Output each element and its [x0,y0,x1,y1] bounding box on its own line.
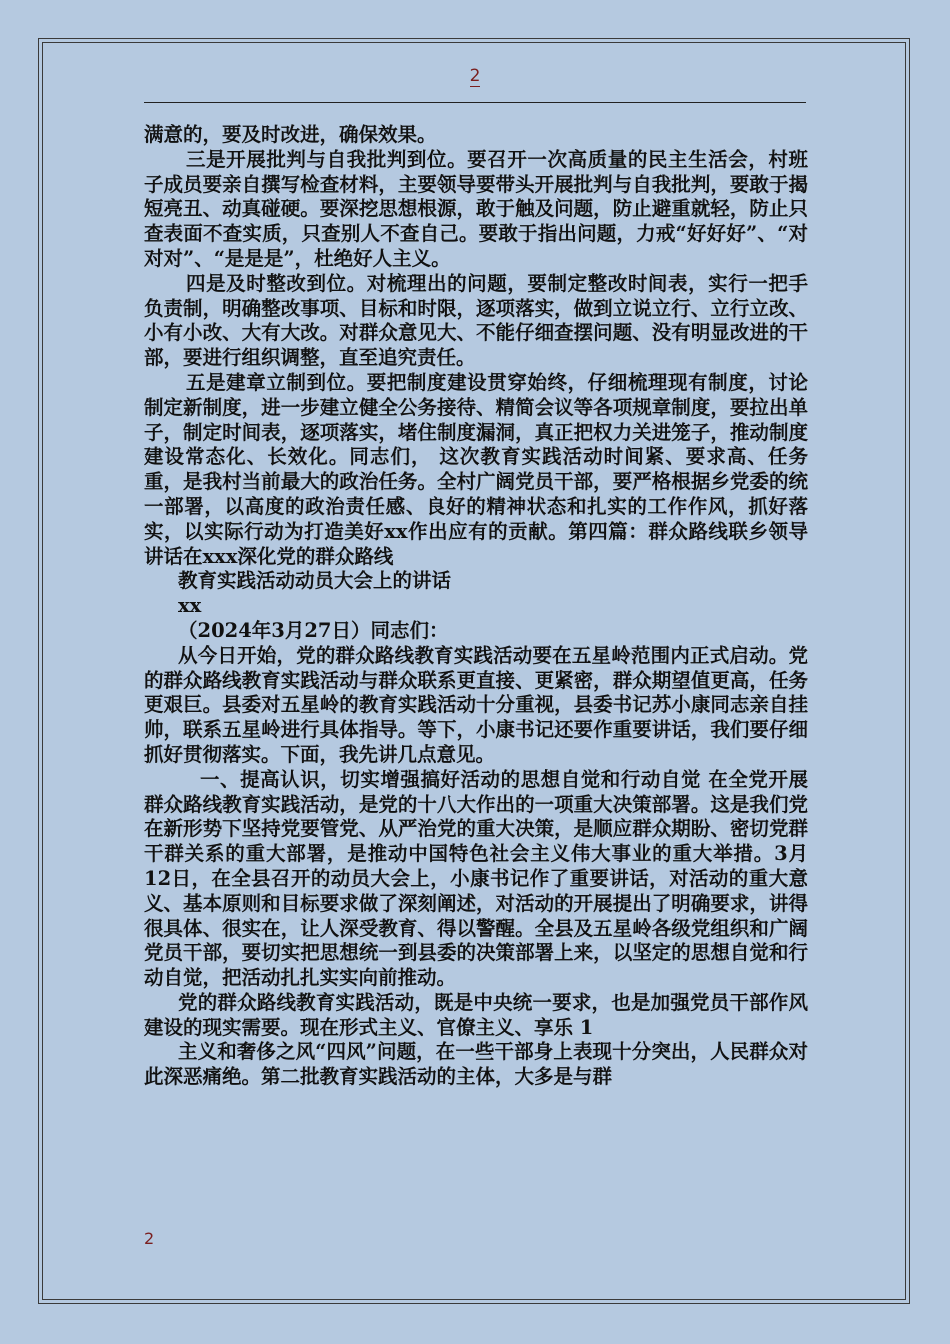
speech-title: 教育实践活动动员大会上的讲话 [178,569,452,593]
paragraph: 从今日开始，党的群众路线教育实践活动要在五星岭范围内正式启动。党的群众路线教育实践活动与群众联系更直接、更紧密，群众期望值更高，任务更艰巨。县委对五星岭的教育实践活动十分重视，县委书记苏小康同志亲自挂帅，联系五星岭进行具体指导。等下，小康书记还要作重要讲话，我们要仔细抓好贯彻落实。下面，我先讲几点意见。 [144,643,808,766]
speech-date: （2024年3月27日）同志们： [178,618,449,642]
paragraph: 三是开展批判与自我批判到位。要召开一次高质量的民主生活会，村班子成员要亲自撰写检查材料，主要领导要带头开展批判与自我批判，要敢于揭短亮丑、动真碰硬。要深挖思想根源，敢于触及问题，防止避重就轻，防止只查表面不查实质，只查别人不查自己。要敢于指出问题，力戒“好好好”、“对对对”、“是是是”，杜绝好人主义。 [144,147,808,270]
paragraph: 满意的，要及时改进，确保效果。 [144,123,437,146]
paragraph: 党的群众路线教育实践活动，既是中央统一要求，也是加强党员干部作风建设的现实需要。现在形式主义、官僚主义、享乐 1 [144,990,808,1039]
paragraph: 四是及时整改到位。对梳理出的问题，要制定整改时间表，实行一把手负责制，明确整改事项、目标和时限，逐项落实，做到立说立行、立行立改、小有小改、大有大改。对群众意见大、不能仔细查摆问题、没有明显改进的干部，要进行组织调整，直至追究责任。 [144,271,808,370]
paragraph: 一、提高认识，切实增强搞好活动的思想自觉和行动自觉 在全党开展群众路线教育实践活动，是党的十八大作出的一项重大决策部署。这是我们党在新形势下坚持党要管党、从严治党的重大决策，是顺应群众期盼、密切党群干群关系的重大部署，是推动中国特色社会主义伟大事业的重大举措。3月12日，在全县召开的动员大会上，小康书记作了重要讲话，对活动的重大意义、基本原则和目标要求做了深刻阐述，对活动的开展提出了明确要求，讲得很具体、很实在，让人深受教育、得以警醒。全县及五星岭各级党组织和广阔党员干部，要切实把思想统一到县委的决策部署上来，以坚定的思想自觉和行动自觉，把活动扎扎实实向前推动。 [144,767,808,990]
footer-page-number: 2 [144,1229,155,1248]
paragraph: 主义和奢侈之风“四风”问题，在一些干部身上表现十分突出，人民群众对此深恶痛绝。第二批教育实践活动的主体，大多是与群 [144,1040,808,1089]
paragraph: 五是建章立制到位。要把制度建设贯穿始终，仔细梳理现有制度，讨论制定新制度，进一步建立健全公务接待、精简会议等各项规章制度，要拉出单子，制定时间表，逐项落实，堵住制度漏洞，真正把权力关进笼子，推动制度建设常态化、长效化。同志们， 这次教育实践活动时间紧、要求高、任务重，是我村当前最大的政治任务。全村广阔党员干部，要严格根据乡党委的统一部署，以高度的政治责任感、良好的精神状态和扎实的工作作风，抓好落实，以实际行动为打造美好xx作出应有的贡献。第四篇：群众路线联乡领导讲话在xxx深化党的群众路线 [144,370,808,568]
speaker-name: xx [178,594,202,618]
header-page-number: 2 [469,66,481,86]
header-rule [144,102,806,103]
document-body [144,123,808,1090]
